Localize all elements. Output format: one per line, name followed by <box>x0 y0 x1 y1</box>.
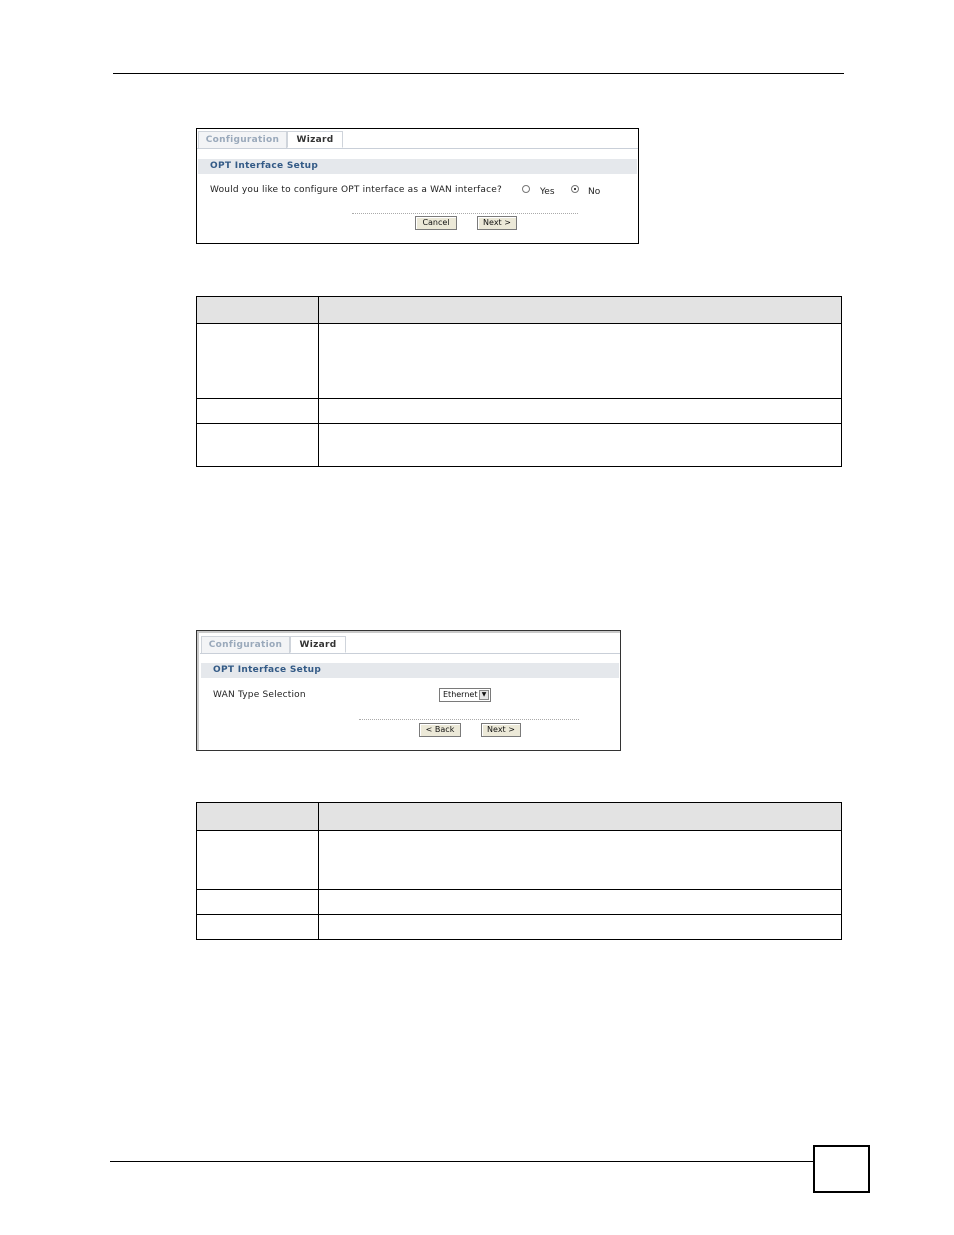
wan-type-screen <box>196 630 621 751</box>
no-radio[interactable] <box>571 185 579 193</box>
table-header-row <box>197 803 842 831</box>
tab-bar <box>197 129 638 149</box>
table-cell <box>319 424 842 467</box>
section-title: OPT Interface Setup <box>201 663 619 678</box>
table-cell <box>319 915 842 940</box>
table-cell <box>197 831 319 890</box>
tab-wizard[interactable]: Wizard <box>290 636 346 653</box>
table-cell <box>197 915 319 940</box>
table-cell <box>319 890 842 915</box>
button-divider <box>359 719 579 720</box>
tab-configuration[interactable]: Configuration <box>198 131 287 148</box>
table-row <box>197 890 842 915</box>
table-header-cell <box>319 297 842 324</box>
no-radio-label: No <box>588 187 601 197</box>
table-header-cell <box>197 297 319 324</box>
next-button[interactable]: Next > <box>481 723 521 737</box>
opt-wan-screen <box>196 128 639 244</box>
table-cell <box>319 399 842 424</box>
field-description-table-1 <box>196 296 842 467</box>
chevron-down-icon[interactable]: ▼ <box>479 690 489 700</box>
table-row <box>197 324 842 399</box>
wan-type-label: WAN Type Selection <box>213 690 306 700</box>
yes-radio[interactable] <box>522 185 530 193</box>
table-cell <box>319 831 842 890</box>
footer-rule <box>110 1161 813 1162</box>
page-number-box <box>813 1145 870 1193</box>
tab-configuration[interactable]: Configuration <box>201 636 290 653</box>
table-row <box>197 831 842 890</box>
yes-radio-label: Yes <box>540 187 555 197</box>
table-header-row <box>197 297 842 324</box>
table-row <box>197 915 842 940</box>
table-cell <box>197 424 319 467</box>
table-cell <box>197 399 319 424</box>
table-cell <box>319 324 842 399</box>
section-title: OPT Interface Setup <box>198 159 637 174</box>
tab-wizard[interactable]: Wizard <box>287 131 343 148</box>
header-rule <box>113 73 844 74</box>
wan-type-select[interactable] <box>439 688 491 702</box>
wan-type-select-value: Ethernet <box>443 690 478 699</box>
wan-question-label: Would you like to configure OPT interface as a WAN interface? <box>210 185 502 195</box>
back-button[interactable]: < Back <box>419 723 461 737</box>
table-cell <box>197 890 319 915</box>
cancel-button[interactable]: Cancel <box>415 216 457 230</box>
table-header-cell <box>197 803 319 831</box>
table-row <box>197 399 842 424</box>
table-header-cell <box>319 803 842 831</box>
next-button[interactable]: Next > <box>477 216 517 230</box>
table-cell <box>197 324 319 399</box>
button-divider <box>352 213 578 214</box>
table-row <box>197 424 842 467</box>
tab-bar <box>200 634 620 654</box>
field-description-table-2 <box>196 802 842 940</box>
